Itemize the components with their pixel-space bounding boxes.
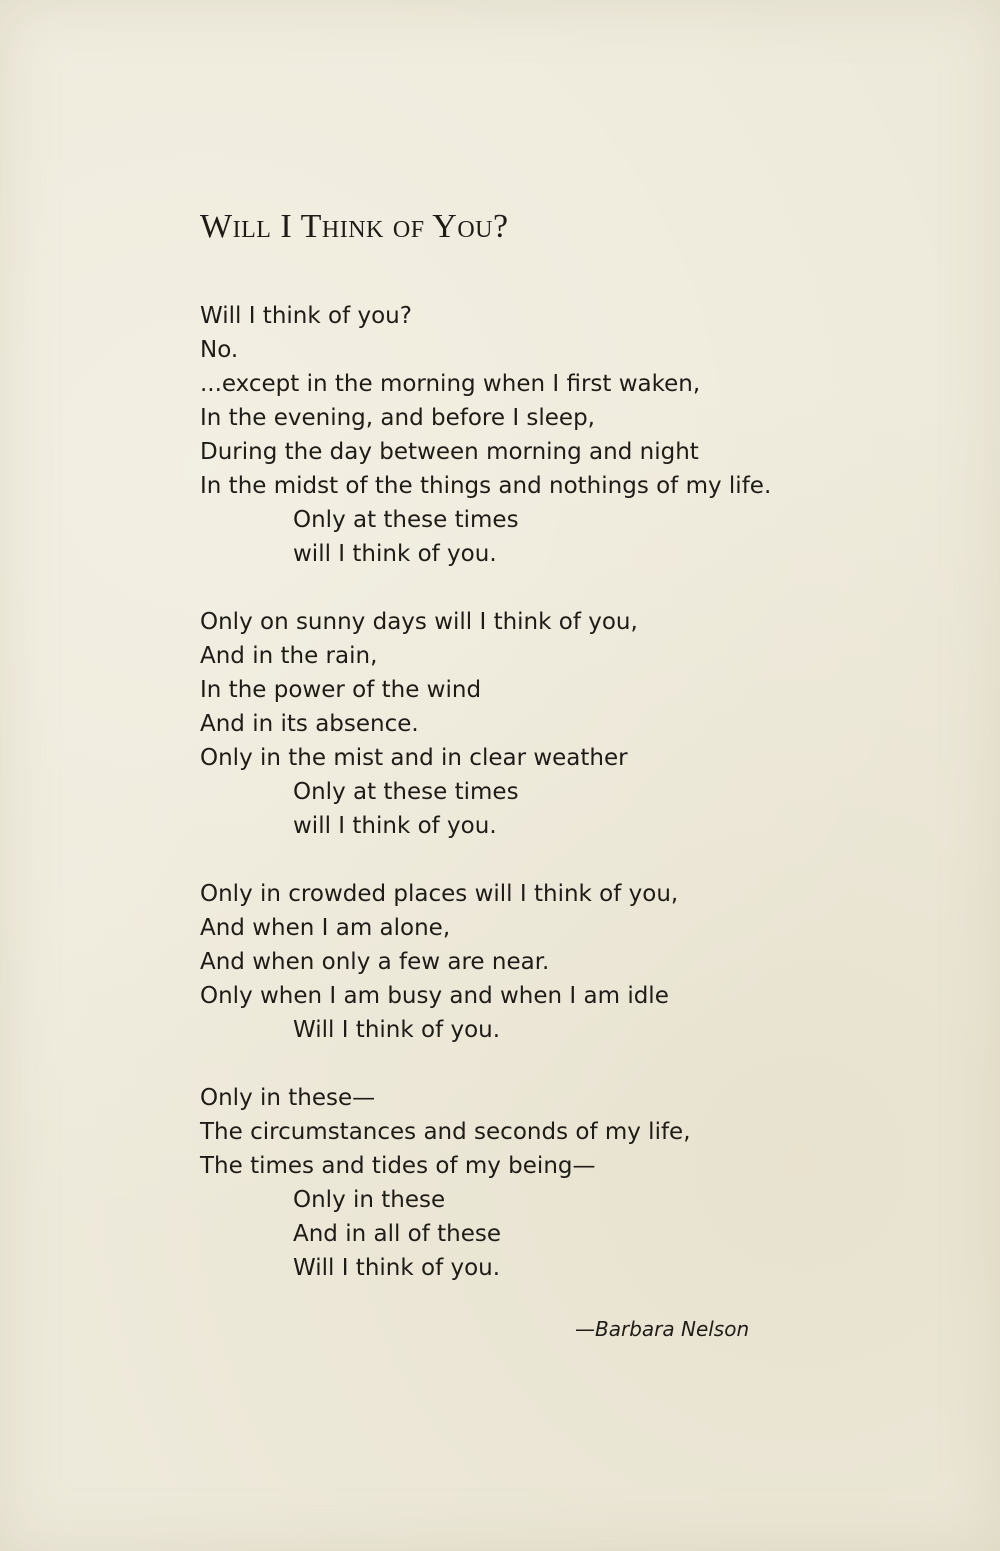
poem-line: And when I am alone, bbox=[200, 915, 451, 941]
poem-line: And when only a few are near. bbox=[200, 949, 550, 975]
poem-line: Will I think of you? bbox=[200, 303, 412, 329]
poem-line: ...except in the morning when I first waken, bbox=[200, 371, 701, 397]
poem-author: —Barbara Nelson bbox=[575, 1317, 750, 1341]
poem-line: Only on sunny days will I think of you, bbox=[200, 609, 638, 635]
poem-line: In the power of the wind bbox=[200, 677, 482, 703]
poem-line: And in the rain, bbox=[200, 643, 378, 669]
poem-line: And in its absence. bbox=[200, 711, 419, 737]
poem-stanza bbox=[200, 1081, 820, 1285]
poem-stanza bbox=[200, 605, 820, 843]
poem-line: And in all of these bbox=[293, 1221, 502, 1247]
poem-line: The times and tides of my being— bbox=[200, 1153, 596, 1179]
poem-stanza bbox=[200, 299, 820, 571]
poem-stanza bbox=[200, 877, 820, 1047]
poem-line: In the evening, and before I sleep, bbox=[200, 405, 595, 431]
poem-line: In the midst of the things and nothings of my life. bbox=[200, 473, 772, 499]
poem-line: Only at these times bbox=[293, 779, 519, 805]
poem-line: Will I think of you. bbox=[293, 1017, 501, 1043]
poem-line: Only in these— bbox=[200, 1085, 376, 1111]
poem-line: The circumstances and seconds of my life, bbox=[200, 1119, 691, 1145]
poem-line: will I think of you. bbox=[293, 813, 497, 839]
poem-line: During the day between morning and night bbox=[200, 439, 699, 465]
poem-line: Only in the mist and in clear weather bbox=[200, 745, 628, 771]
poem-line: Only in these bbox=[293, 1187, 446, 1213]
poem-body bbox=[200, 299, 820, 1319]
poem-line: Will I think of you. bbox=[293, 1255, 501, 1281]
poem-line: will I think of you. bbox=[293, 541, 497, 567]
poem-line: Only when I am busy and when I am idle bbox=[200, 983, 669, 1009]
poem-line: Only in crowded places will I think of you, bbox=[200, 881, 679, 907]
poem-line: No. bbox=[200, 337, 239, 363]
poem-line: Only at these times bbox=[293, 507, 519, 533]
poem-title: Will I Think of You? bbox=[200, 208, 509, 245]
